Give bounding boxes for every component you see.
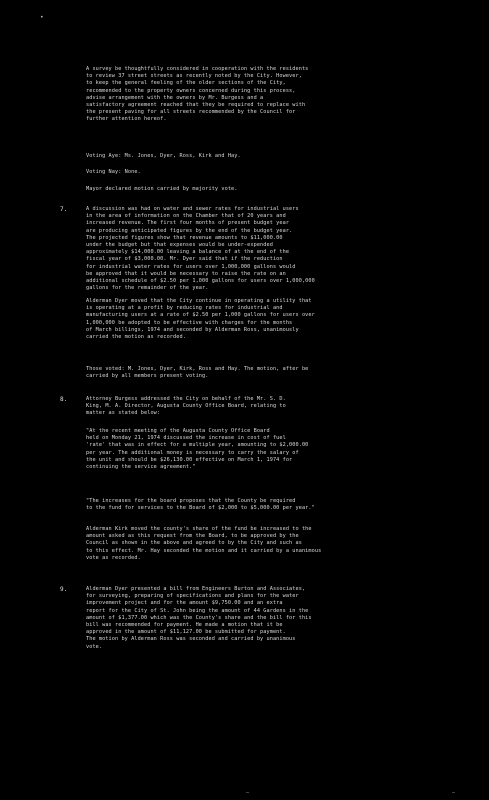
paragraph-board-proposal: "The increases for the board proposes that the County be required to the fund for services to the Board of $2,000 to $5,000.00 per year.": [86, 498, 315, 512]
footer-mark-right: —: [452, 790, 456, 796]
paragraph-engineer-bill: Alderman Dyer presented a bill from Engineers Burton and Associates, for surveying, preparing of specifications and plans for the water improvement project and for the amount $9,750.00 and an extra report for the City of St. John being the amount of 44 Gardens in the amount of $1,377.00 which was the County's share and the bill for this bill was recommended for payment. He made a motion that it be approved in the amount of $11,127.00 be submitted for payment. The motion by Alderman Ross was seconded and carried by unanimous vote.: [86, 586, 312, 650]
voting-aye-line-1: Voting Aye: Ms. Jones, Dyer, Ross, Kirk and Hay.: [86, 153, 241, 159]
item-number-8: 8.: [60, 396, 68, 403]
paragraph-street-survey: A survey be thoughtfully considered in cooperation with the residents to review 37 street streets as recently noted by the City. However, to keep the general feeling of the older sections of the City, recommended to the property owners concerned during this process, advise arrangement with the owners by Mr. Burgess and a satisfactory agreement reached that they be required to replace with the present paving for all streets recommended by the Council for further attention hereof.: [86, 66, 309, 123]
paragraph-rate-motion: Alderman Dyer moved that the City continue in operating a utility that is operating at a profit by reducing rates for industrial and manufacturing users at a rate of $2.50 per 1,000 gallons for users over 1,000,000 be adopted to be effective with charges for the months of March billings, 1974 and seconded by Alderman Ross, unanimously carried the motion as recorded.: [86, 298, 315, 341]
paragraph-county-share-motion: Alderman Kirk moved the county's share of the fund be increased to the amount asked as this request from the Board, to be approved by the Council as shown in the above and agreed to by the City and such as to this effect. Mr. Hay seconded the motion and it carried by a unanimous vote as recorded.: [86, 526, 322, 561]
page-corner-mark: •: [40, 14, 44, 21]
paragraph-attorney-address: Attorney Burgess addressed the City on behalf of the Mr. S. D. King, M. A. Director, Augusta County Office Board, relating to matter as stated below:: [86, 396, 286, 417]
paragraph-vote-result: Those voted: M. Jones, Dyer, Kirk, Ross and Hay. The motion, after be carried by all members present voting.: [86, 366, 309, 380]
voting-nay-line-1: Voting Nay: None.: [86, 169, 141, 175]
paragraph-board-quote: "At the recent meeting of the Augusta County Office Board held on Monday 21, 1974 discussed the increase in cost of fuel 'rate' that was in effect for a multiple year, amounting to $2,000.00 per year. The additional money is necessary to carry the salary of the unit and should be $26,130.00 effective on March 1, 1974 for continuing the service agreement.": [86, 428, 309, 471]
paragraph-water-rates: A discussion was had on water and sewer rates for industrial users in the area of information on the Chamber that of 20 years and increased revenue. The first four months of present budget year are producing anticipated figures by the end of the budget year. The projected figures show that revenue amounts to $11,000.00 under the budget but that expenses would be under-expended approximately $14,000.00 leaving a balance of at the end of the fiscal year of $3,000.00. Mr. Dyer said that if the reduction for industrial water rates for users over 1,000,000 gallons would be approved that it would be necessary to raise the rate on an additional schedule of $2.50 per 1,000 gallons for users over 1,000,000 gallons for the remainder of the year.: [86, 206, 315, 292]
footer-mark-left: —: [246, 790, 250, 796]
item-number-7: 7.: [60, 206, 68, 213]
motion-carried-line-1: Mayor declared motion carried by majority vote.: [86, 186, 238, 192]
item-number-9: 9.: [60, 586, 68, 593]
